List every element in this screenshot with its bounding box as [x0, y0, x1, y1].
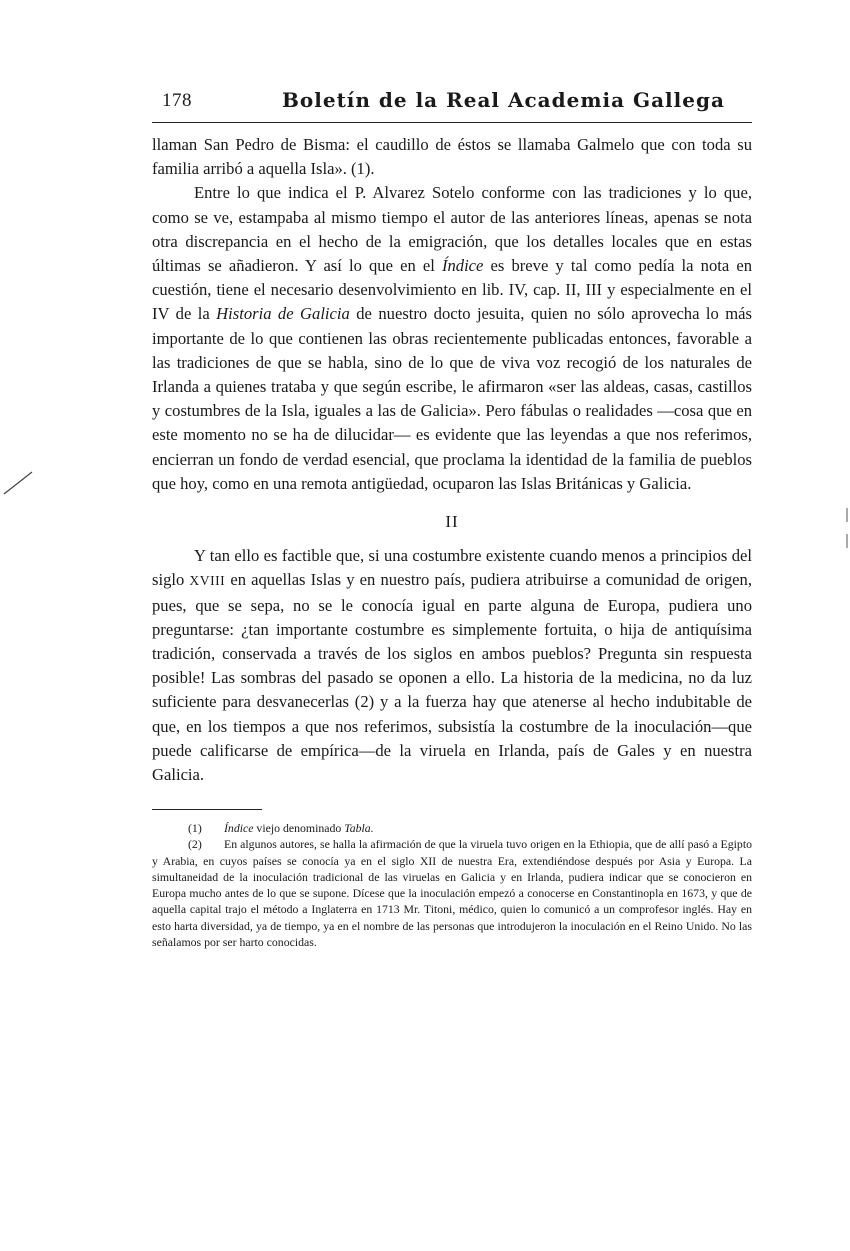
paragraph-inoculation: [152, 544, 752, 787]
margin-edge-mark: [844, 500, 850, 580]
footnote-italic: Índice: [224, 821, 254, 836]
page-number: 178: [162, 90, 192, 111]
italic-title-indice: Índice: [441, 256, 484, 276]
footnote-italic: Tabla.: [344, 821, 374, 836]
footnote-text: En algunos autores, se halla la afirmación de que la viruela tuvo origen en la Ethiopia, que de allí pasó a Egipto y Arabia, en cuyos países se conocía ya en el siglo XII de nuestra Era, extendiéndose después por Asia y Europa. La simultaneidad de la inoculación tradicional de las viruelas en Galicia y en Irlanda, pudiera indicar que se conocieron en Europa mucho antes de lo que se supone. Dícese que la inoculación empezó a conocerse en Constantinopla en 1673, y que de aquella capital trajo el método a Inglaterra en 1713 Mr. Titoni, médico, quien lo comunicó a un comprofesor inglés. Hay en esto harta diversidad, ya de tiempo, ya en el nombre de las personas que introdujeron la inoculación en el Reino Unido. No las señalamos por ser harto conocidas.: [152, 837, 752, 949]
document-page: [152, 88, 752, 950]
footnote-2: [152, 836, 752, 949]
footnote-1: [152, 820, 752, 836]
paragraph-continuation: [152, 133, 752, 181]
italic-title-historia: Historia de Galicia: [216, 304, 350, 324]
paragraph-text: Entre lo que indica el P. Alvarez Sotelo conforme con las tradiciones y lo que, como se ve, estampaba al mismo tiempo el autor de las anteriores líneas, apenas se nota otra discrepancia en el hecho de la emigración, que los detalles locales que en estas últimas se añadieron. Y así lo que en el: [152, 183, 752, 276]
footnote-marker: (2): [188, 837, 202, 852]
paragraph-text: de nuestro docto jesuita, quien no sólo aprovecha lo más importante de lo que contienen las obras recientemente publicadas entonces, favorable a las tradiciones de que se habla, sino de lo que de viva voz recogió de los naturales de Irlanda a quienes trataba y que según escribe, le afirmaron «ser las aldeas, casas, castillos y costumbres de la Isla, iguales a las de Galicia». Pero fábulas o realidades —cosa que en este momento no se ha de dilucidar— es evidente que las leyendas a que nos referimos, encierran un fondo de verdad esencial, que proclama la identidad de la familia de pueblos que hoy, como en una remota antigüedad, ocuparon las Islas Británicas y Galicia.: [152, 304, 752, 493]
footnotes: [152, 820, 752, 950]
century-numeral: XVIII: [189, 573, 226, 589]
paragraph-text: es breve y tal como pedía la nota en cuestión, tiene el necesario desenvolvimiento en lib. IV, cap. II, III y especialmente en el IV de la: [152, 256, 752, 324]
body-text: [152, 133, 752, 787]
paragraph-text: llaman San Pedro de Bisma: el caudillo de éstos se llamaba Galmelo que con toda su familia arribó a aquella Isla». (1).: [152, 135, 752, 179]
running-header: [152, 88, 752, 123]
footnote-text: viejo denominado: [253, 821, 345, 836]
journal-title: Boletín de la Real Academia Gallega: [282, 88, 725, 112]
footnote-marker: (1): [188, 821, 202, 836]
paragraph-text: Y tan ello es factible que, si una costumbre existente cuando menos a principios del siglo: [152, 546, 752, 590]
paragraph-sotelo: [152, 181, 752, 496]
margin-stroke-mark: [0, 460, 40, 500]
footnote-rule: [152, 809, 262, 810]
paragraph-text: en aquellas Islas y en nuestro país, pudiera atribuirse a comunidad de origen, pues, que se sepa, no se le conocía igual en parte alguna de Europa, pudiera uno preguntarse: ¿tan importante costumbre es simplemente fortuita, o hija de antiquísima tradición, conservada a través de los siglos en ambos pueblos? Pregunta sin respuesta posible! Las sombras del pasado se oponen a ello. La historia de la medicina, no da luz suficiente para desvanecerlas (2) y a la fuerza hay que atenerse al hecho indubitable de que, en los tiempos a que nos referimos, subsistía la costumbre de la inoculación—que puede calificarse de empírica—de la viruela en Irlanda, país de Gales y en nuestra Galicia.: [152, 570, 752, 785]
section-heading: II: [445, 512, 459, 532]
